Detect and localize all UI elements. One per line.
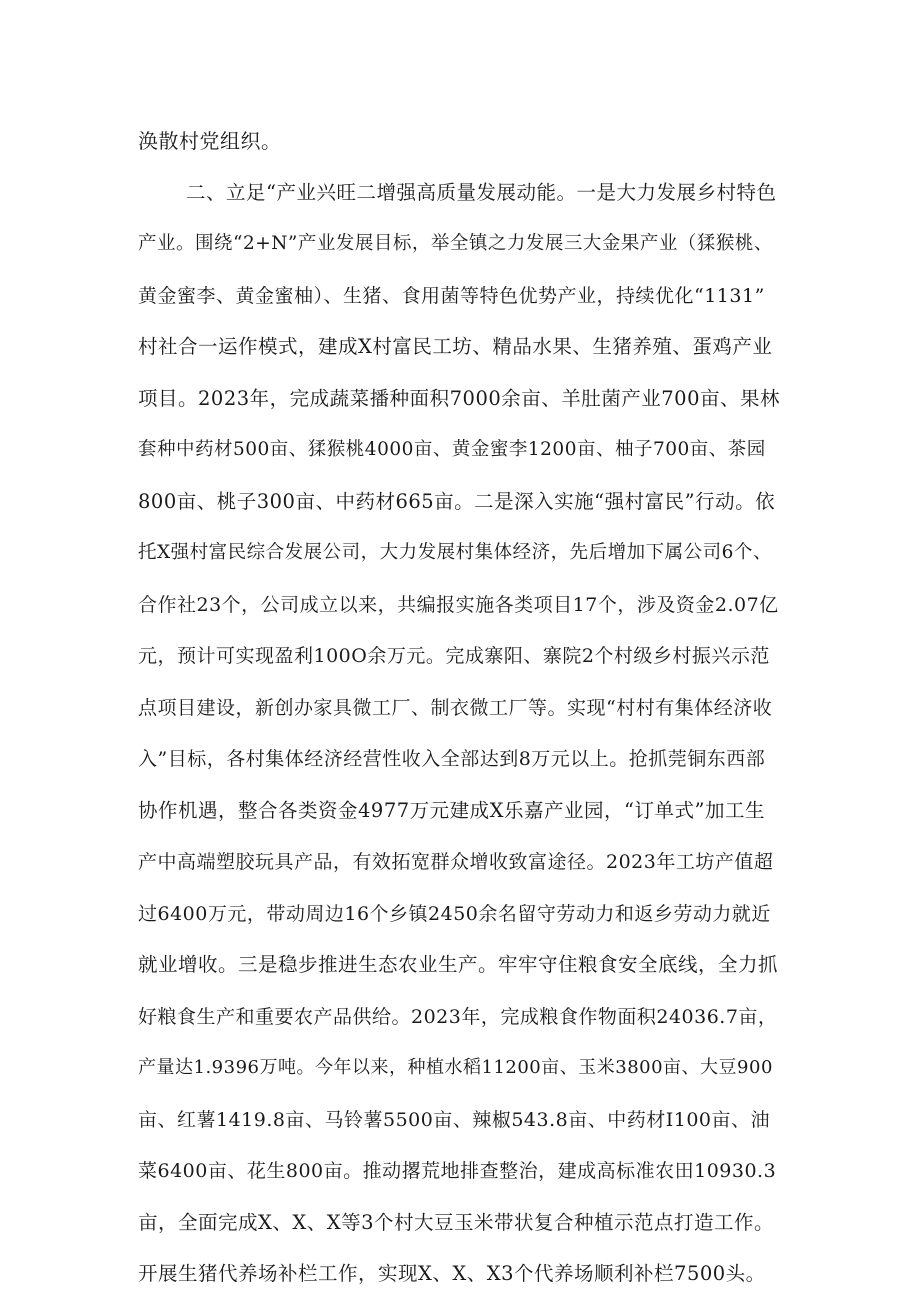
text-line: 就业增收。三是稳步推进生态农业生产。牢牢守住粮食安全底线，全力抓 xyxy=(138,953,779,976)
text-line: 好粮食生产和重要农产品供给。2023年，完成粮食作物面积24036.7亩， xyxy=(138,1006,778,1028)
text-line: 入”目标，各村集体经济经营性收入全部达到8万元以上。抢抓莞铜东西部 xyxy=(138,748,766,770)
text-line: 亩、红薯1419.8亩、马铃薯5500亩、辣椒543.8亩、中药材I100亩、油 xyxy=(138,1109,770,1131)
text-line: 产量达1.9396万吨。今年以来，种植水稻11200亩、玉米3800亩、大豆900 xyxy=(138,1057,773,1078)
text-line: 点项目建设，新创办家具微工厂、制衣微工厂等。实现“村村有集体经济收 xyxy=(138,697,773,719)
text-line: 产业。围绕“2+N”产业发展目标，举全镇之力发展三大金果产业（猱猴桃、 xyxy=(138,233,773,254)
text-line: 托X强村富民综合发展公司，大力发展村集体经济，先后增加下属公司6个、 xyxy=(138,542,772,563)
text-line: 过6400万元，带动周边16个乡镇2450余名留守劳动力和返乡劳动力就近 xyxy=(138,903,771,925)
text-line: 套种中药材500亩、猱猴桃4000亩、黄金蜜李1200亩、柚子700亩、茶园 xyxy=(138,439,766,460)
text-line: 村社合一运作模式，建成X村富民工坊、精品水果、生猪养殖、蛋鸡产业 xyxy=(138,335,773,358)
text-line: 菜6400亩、花生800亩。推动撂荒地排查整治，建成高标准农田10930.3 xyxy=(138,1160,777,1182)
text-line: 亩，全面完成X、X、X等3个村大豆玉米带状复合种植示范点打造工作。 xyxy=(138,1211,775,1234)
text-line: 产中高端塑胶玩具产品，有效拓宽群众增收致富途径。2023年工坊产值超 xyxy=(138,851,774,873)
text-line: 合作社23个，公司成立以来，共编报实施各类项目17个，涉及资金2.07亿 xyxy=(138,594,779,616)
text-line: 开展生猪代养场补栏工作，实现X、X、X3个代养场顺利补栏7500头。 xyxy=(138,1262,766,1285)
text-line: 项目。2023年，完成蔬菜播种面积7000余亩、羊肚菌产业700亩、果林 xyxy=(138,387,780,410)
text-line: 800亩、桃子300亩、中药材665亩。二是深入实施“强村富民”行动。依 xyxy=(138,490,776,513)
text-line: 元，预计可实现盈利100O余万元。完成寨阳、寨院2个村级乡村振兴示范 xyxy=(138,645,770,667)
text-line: 涣散村党组织。 xyxy=(138,129,282,153)
text-line: 协作机遇，整合各类资金4977万元建成X乐嘉产业园，“订单式”加工生 xyxy=(138,799,765,822)
text-line: 二、立足“产业兴旺二增强高质量发展动能。一是大力发展乡村特色 xyxy=(186,181,777,204)
text-line: 黄金蜜李、黄金蜜柚）、生猪、食用菌等特色优势产业，持续优化“1131” xyxy=(138,285,765,307)
